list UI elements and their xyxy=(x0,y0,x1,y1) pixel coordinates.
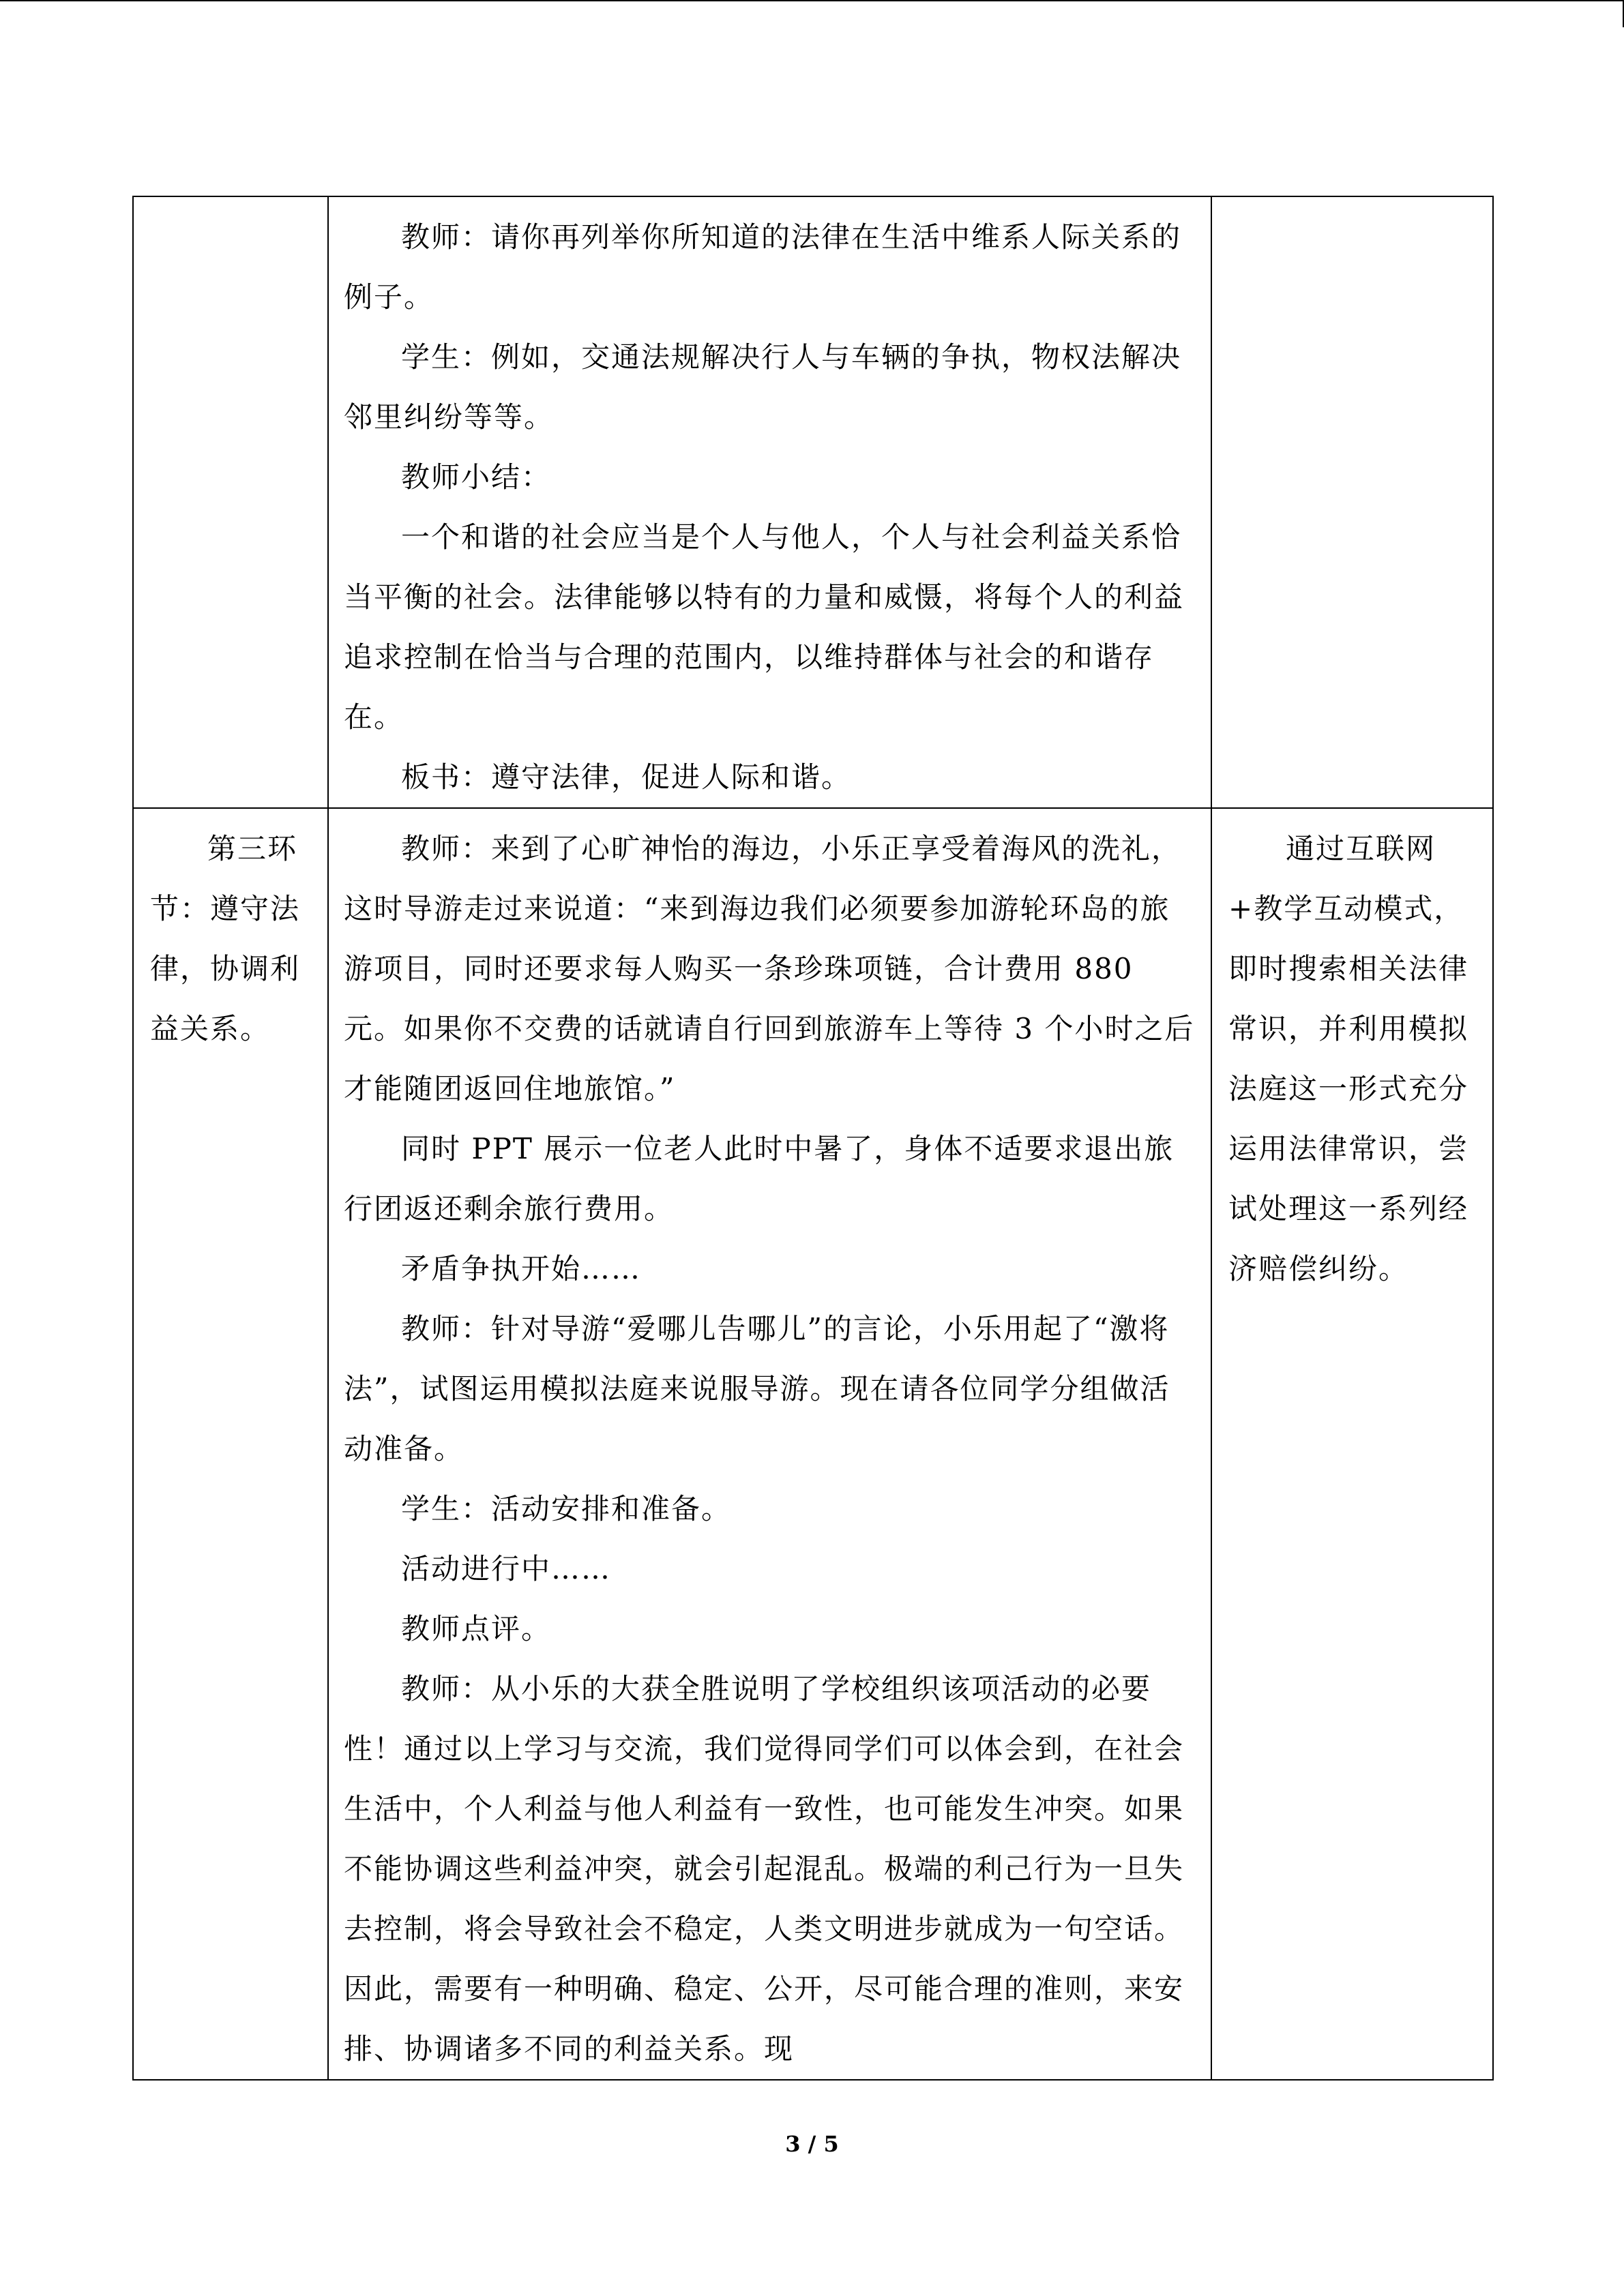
activity-paragraph: 教师：请你再列举你所知道的法律在生活中维系人际关系的例子。 xyxy=(344,220,1182,314)
page-number: 3 / 5 xyxy=(785,2131,839,2157)
activity-paragraph: 一个和谐的社会应当是个人与他人，个人与社会利益关系恰当平衡的社会。法律能够以特有的力量和威慑，将每个人的利益追求控制在恰当与合理的范围内，以维持群体与社会的和谐存在。 xyxy=(344,520,1185,734)
top-rule xyxy=(0,0,1624,1)
lesson-plan-table xyxy=(132,196,1494,2081)
activity-paragraph: 教师小结： xyxy=(401,460,552,494)
activity-paragraph: 板书：遵守法律，促进人际和谐。 xyxy=(401,760,852,794)
activity-paragraph: 教师：来到了心旷神怡的海边，小乐正享受着海风的洗礼，这时导游走过来说道：“来到海边我们必须要参加游轮环岛的旅游项目，同时还要求每人购买一条珍珠项链，合计费用 880 元。如果你不交费的话就请自行回到旅游车上等待 3 个小时之后才能随团返回住地旅馆。” xyxy=(344,832,1195,1105)
activity-paragraph: 活动进行中…… xyxy=(401,1552,612,1585)
activity-cell xyxy=(328,196,1211,808)
design-intent-cell xyxy=(1211,196,1493,808)
stage-cell xyxy=(133,196,328,808)
design-intent-text: 通过互联网+教学互动模式，即时搜索相关法律常识，并利用模拟法庭这一形式充分运用法律常识，尝试处理这一系列经济赔偿纠纷。 xyxy=(1228,832,1469,1285)
activity-paragraph: 教师：从小乐的大获全胜说明了学校组织该项活动的必要性！通过以上学习与交流，我们觉得同学们可以体会到，在社会生活中，个人利益与他人利益有一致性，也可能发生冲突。如果不能协调这些利益冲突，就会引起混乱。极端的利己行为一旦失去控制，将会导致社会不稳定，人类文明进步就成为一句空话。因此，需要有一种明确、稳定、公开，尽可能合理的准则，来安排、协调诸多不同的利益关系。现 xyxy=(344,1672,1185,2066)
stage-text: 第三环节：遵守法律，协调利益关系。 xyxy=(150,832,301,1045)
table-row xyxy=(133,196,1493,808)
activity-paragraph: 学生：例如，交通法规解决行人与车辆的争执，物权法解决邻里纠纷等等。 xyxy=(344,340,1182,434)
activity-paragraph: 矛盾争执开始…… xyxy=(401,1252,642,1285)
activity-cell xyxy=(328,808,1211,2080)
activity-paragraph: 教师点评。 xyxy=(401,1612,552,1645)
table-row xyxy=(133,808,1493,2080)
stage-cell xyxy=(133,808,328,2080)
design-intent-cell xyxy=(1211,808,1493,2080)
activity-paragraph: 学生：活动安排和准备。 xyxy=(401,1492,732,1525)
activity-paragraph: 同时 PPT 展示一位老人此时中暑了，身体不适要求退出旅行团返还剩余旅行费用。 xyxy=(344,1132,1175,1225)
activity-paragraph: 教师：针对导游“爱哪儿告哪儿”的言论，小乐用起了“激将法”，试图运用模拟法庭来说服导游。现在请各位同学分组做活动准备。 xyxy=(344,1312,1170,1465)
